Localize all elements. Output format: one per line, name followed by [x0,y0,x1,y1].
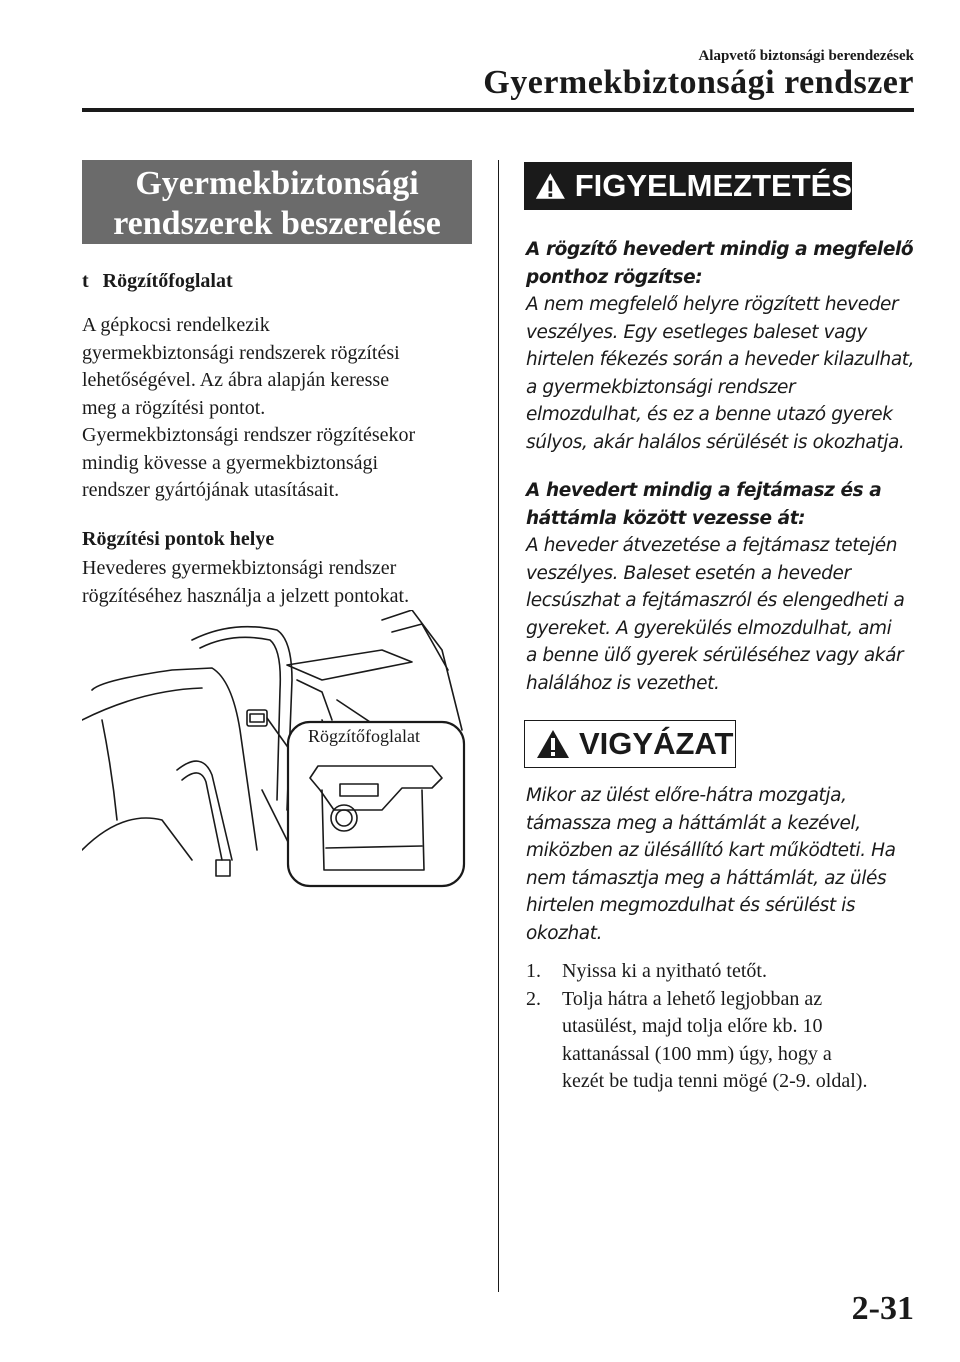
location-paragraph [82,555,482,610]
text-line: elmozdulhat, és ez a benne utazó gyerek [526,404,893,425]
text-line: nem támasztja meg a háttámlát, az ülés [526,867,887,889]
warning-title-line: A hevedert mindig a fejtámasz és a [526,480,882,501]
text-line: támassza meg a háttámlát a kezével, [526,812,861,834]
intro-paragraph [82,312,482,505]
warning-2 [526,477,926,697]
subsection-title: Rögzítőfoglalat [102,270,233,292]
column-divider [498,160,499,1292]
warning-triangle-icon [534,170,567,202]
text-line: A nem megfelelő helyre rögzített heveder [526,294,899,315]
subsection-heading [82,270,233,293]
caution-label [524,720,736,768]
text-line: Nyissa ki a nyitható tetőt. [562,960,767,982]
page-number: 2-31 [851,1290,914,1327]
section-title-box [82,160,472,244]
figure-callout-label: Rögzítőfoglalat [308,726,420,746]
warning-title-line: háttámla között vezesse át: [526,507,806,529]
warning-title-line: A rögzítő hevedert mindig a megfelelő [526,239,914,260]
header-rule [82,108,914,112]
warning-title-line: ponthoz rögzítse: [526,266,703,288]
text-line: meg a rögzítési pontot. [82,396,266,419]
location-heading: Rögzítési pontok helye [82,528,275,550]
text-line: hirtelen megmozdulhat és sérülést is [526,895,856,916]
chapter-title: Alapvető biztonsági berendezések [698,48,914,64]
caution-label-text: VIGYÁZAT [579,726,734,761]
step-item [526,986,926,1096]
warning-label [524,162,852,210]
caution-text [526,782,926,947]
warning-1 [526,236,926,456]
step-number: 1. [526,960,541,982]
text-line: gyermekbiztonsági rendszerek rögzítési [82,341,400,364]
text-line: veszélyes. Baleset esetén a heveder [526,562,851,584]
caution-triangle-icon [535,728,571,760]
anchor-illustration [82,610,472,900]
warning-label-text: FIGYELMEZTETÉS [574,168,852,203]
step-number: 2. [526,987,541,1010]
text-line: rögzítéséhez használja a jelzett pontokat. [82,584,410,607]
text-line: gyereket. A gyerekülés elmozdulhat, ami [526,617,892,639]
text-line: lecsúszhat a fejtámaszról és elengedheti a [526,590,905,611]
text-line: lehetőségével. Az ábra alapján keresse [82,369,390,391]
text-line: a benne ülő gyerek sérüléséhez vagy akár [526,645,904,666]
text-line: utasülést, majd tolja előre kb. 10 [562,1015,823,1037]
text-line: A gépkocsi rendelkezik [82,314,270,336]
page-title: Gyermekbiztonsági rendszer [483,64,914,101]
text-line: veszélyes. Egy esetleges baleset vagy [526,321,867,343]
seat-drawing [82,610,472,900]
text-line: A heveder átvezetése a fejtámasz tetején [526,535,898,556]
text-line: hirtelen fékezés során a heveder kilazulhat, [526,349,915,370]
text-line: halálához is vezethet. [526,672,720,694]
text-line: Hevederes gyermekbiztonsági rendszer [82,557,397,579]
text-line: mindig kövesse a gyermekbiztonsági [82,451,379,474]
text-line: kezét be tudja tenni mögé (2-9. oldal). [562,1070,868,1092]
text-line: súlyos, akár halálos sérülését is okozhatja. [526,431,905,453]
text-line: a gyermekbiztonsági rendszer [526,376,796,398]
text-line: kattanással (100 mm) úgy, hogy a [562,1042,832,1065]
text-line: Mikor az ülést előre-hátra mozgatja, [526,785,847,806]
bullet-glyph: t [82,270,89,292]
text-line: Tolja hátra a lehető legjobban az [562,987,823,1010]
step-item [526,958,926,986]
text-line: rendszer gyártójának utasításait. [82,479,340,501]
step-list [526,958,926,1096]
text-line: miközben az ülésállító kart működteti. Ha [526,840,896,861]
section-title-line2: rendszerek beszerelése [113,205,441,242]
text-line: Gyermekbiztonsági rendszer rögzítésekor [82,424,416,446]
text-line: okozhat. [526,922,603,944]
section-title-line1: Gyermekbiztonsági [135,165,419,202]
